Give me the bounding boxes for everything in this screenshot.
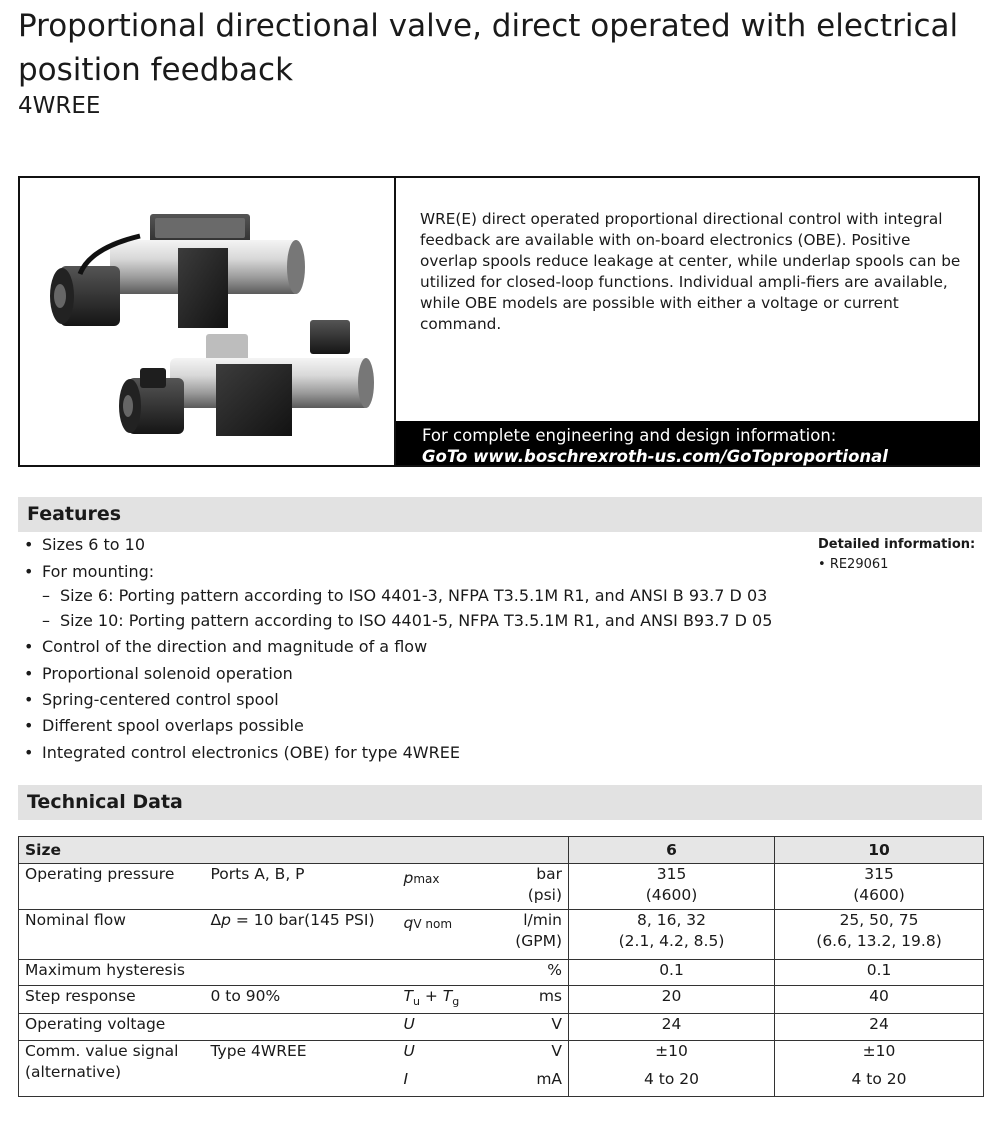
bullet-icon: • [24,637,34,656]
model-number: 4WREE [18,93,101,119]
technical-data-heading: Technical Data [18,785,982,820]
size-header: Size [19,837,569,864]
bullet-icon: • [818,557,826,572]
detailed-information [818,535,975,575]
intro-box [18,176,980,467]
bullet-icon: • [24,664,34,683]
bullet-icon: • [24,743,34,762]
valve-product-image [20,178,396,465]
size-10-header: 10 [775,837,984,864]
bullet-icon: • [24,716,34,735]
banner-line: For complete engineering and design information: [422,426,837,445]
table-row: Step response 0 to 90% $T_u + T_g$ ms 20 40 [19,986,984,1014]
dash-icon: – [42,611,50,630]
bullet-icon: • [24,690,34,709]
page-title: Proportional directional valve, direct operated with electrical position feedback [18,8,959,88]
table-row: Comm. value signal (alternative) Type 4WREE U V ±10 ±10 [19,1041,984,1069]
detail-item: • RE29061 [818,557,889,572]
info-banner [396,421,980,465]
bullet-icon: • [24,535,34,554]
intro-description: WRE(E) direct operated proportional directional control with integral feedback are available with on-board electronics (OBE). Positive overlap spools reduce leakage at center, while underlap spools can be utilized for closed-loop functions. Individual ampli-fiers are available, while OBE models are possible with either a voltage or current command. [420,210,961,333]
table-row: Operating voltage U V 24 24 [19,1014,984,1041]
size-6-header: 6 [569,837,775,864]
table-row: I mA 4 to 20 4 to 20 [19,1069,984,1097]
banner-link[interactable]: GoTo www.boschrexroth-us.com/GoToproportional [422,447,888,466]
features-heading: Features [18,497,982,532]
technical-data-table [18,836,984,1097]
dash-icon: – [42,586,50,605]
detail-heading: Detailed information: [818,537,976,552]
bullet-icon: • [24,562,34,581]
table-row: Maximum hysteresis % 0.1 0.1 [19,960,984,986]
valve-illustration [20,178,394,465]
table-row: Nominal flow Δp = 10 bar(145 PSI) qV nom l/min (GPM) 8, 16, 32 (2.1, 4.2, 8.5) 25, 50, 75 (6.6, 13.2, 19.8) [19,910,984,960]
table-row: Operating pressure Ports A, B, P pmax bar (psi) 315 (4600) 315 (4600) [19,864,984,910]
table-header-row [19,837,984,864]
